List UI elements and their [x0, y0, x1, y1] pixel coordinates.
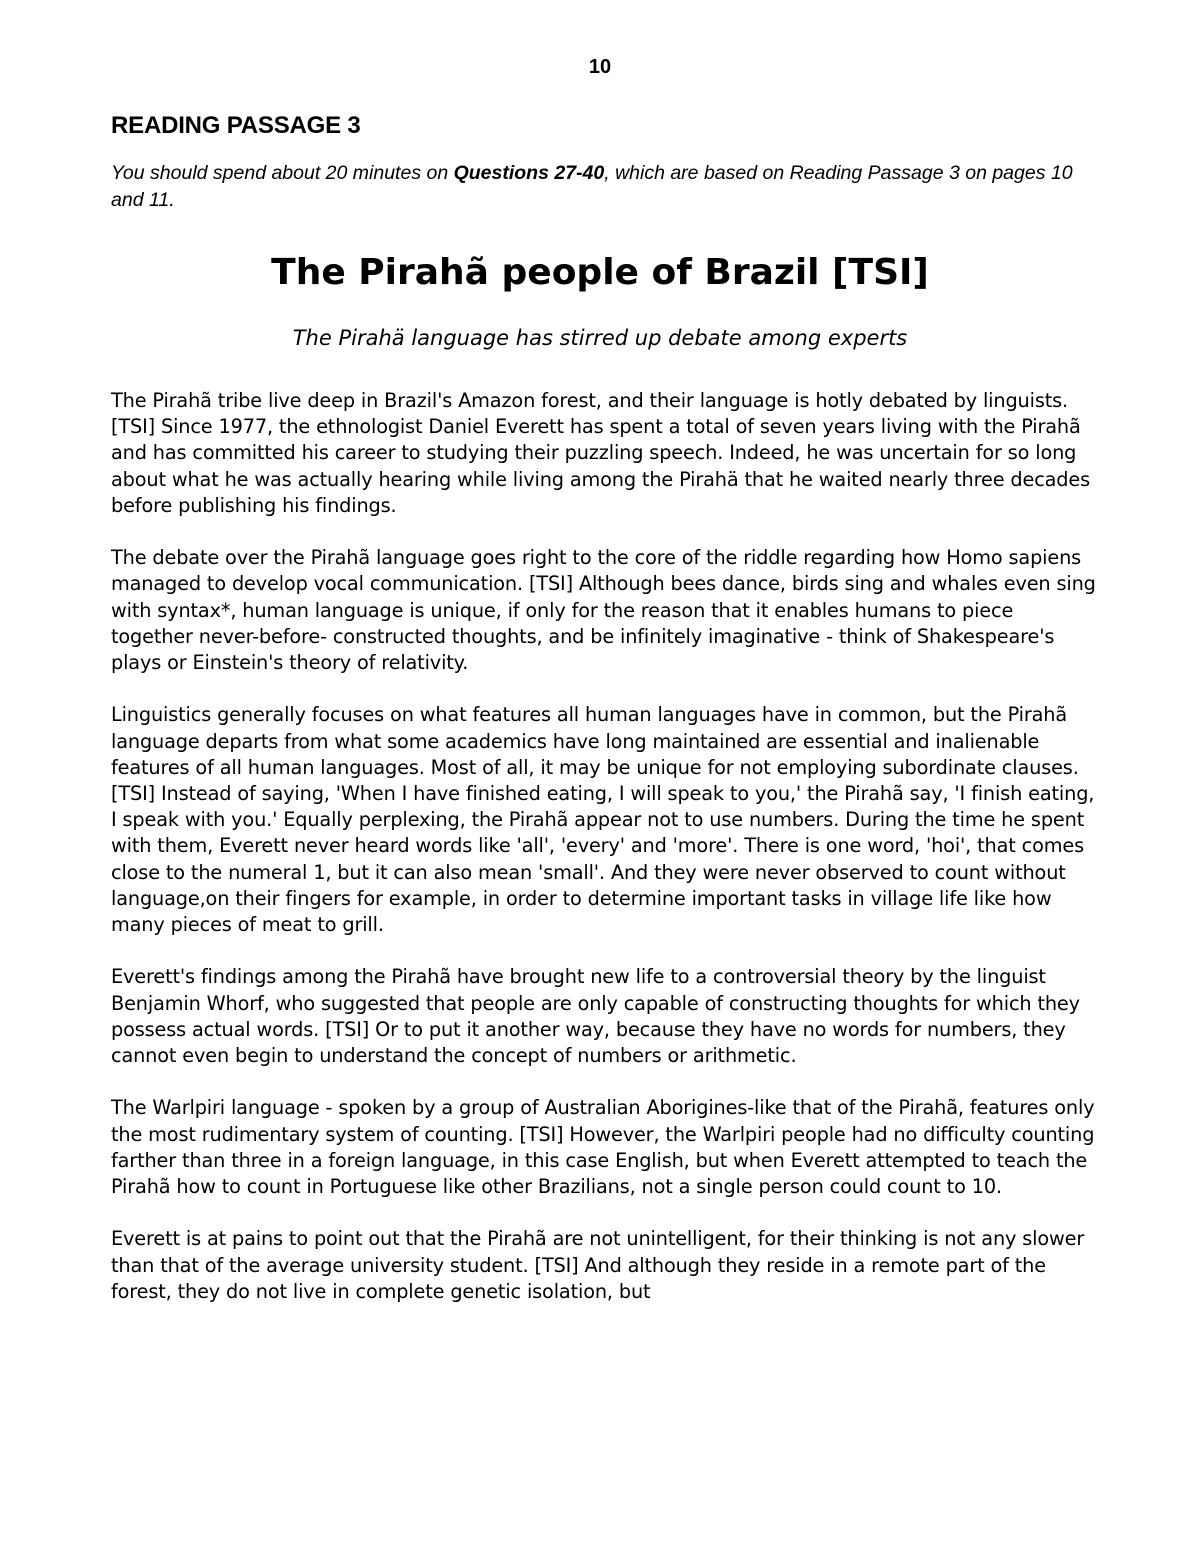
paragraph: Everett is at pains to point out that the Pirahã are not unintelligent, for their thinking is not any slower than that of the average university student. [TSI] And although they reside in a remote part of the forest, they do not live in complete genetic isolation, but [111, 1227, 1085, 1303]
instructions-questions: Questions 27-40 [453, 162, 605, 184]
page-number: 10 [588, 56, 612, 78]
instructions-before: You should spend about 20 minutes on [111, 162, 454, 184]
instructions [111, 160, 1091, 214]
article-title: The Pirahã people of Brazil [TSI] [271, 252, 929, 293]
article-subtitle: The Pirahä language has stirred up debate among experts [292, 326, 908, 350]
passage-heading: READING PASSAGE 3 [111, 112, 361, 139]
paragraph: The debate over the Pirahã language goes right to the core of the riddle regarding how Homo sapiens managed to develop vocal communication. [TSI] Although bees dance, birds sing and whales even sing with syntax*, human language is unique, if only for the reason that it enables humans to piece together never-before- constructed thoughts, and be infinitely imaginative - think of Shakespeare's plays or Einstein's theory of relativity. [111, 546, 1096, 675]
instructions-after: , which are based on Reading Passage 3 on pages 10 and 11. [111, 162, 1073, 211]
paragraph: The Pirahã tribe live deep in Brazil's Amazon forest, and their language is hotly debated by linguists. [TSI] Since 1977, the ethnologist Daniel Everett has spent a total of seven years living with the Pirahã and has committed his career to studying their puzzling speech. Indeed, he was uncertain for so long about what he was actually hearing while living among the Pirahä that he waited nearly three decades before publishing his findings. [111, 389, 1091, 517]
article-body [111, 388, 1096, 1331]
paragraph: Everett's findings among the Pirahã have brought new life to a controversial theory by the linguist Benjamin Whorf, who suggested that people are only capable of constructing thoughts for which they possess actual words. [TSI] Or to put it another way, because they have no words for numbers, they cannot even begin to understand the concept of numbers or arithmetic. [111, 965, 1080, 1068]
paragraph: The Warlpiri language - spoken by a group of Australian Aborigines-like that of the Pirahã, features only the most rudimentary system of counting. [TSI] However, the Warlpiri people had no difficulty counting farther than three in a foreign language, in this case English, but when Everett attempted to teach the Pirahã how to count in Portuguese like other Brazilians, not a single person could count to 10. [111, 1096, 1095, 1199]
paragraph: Linguistics generally focuses on what features all human languages have in common, but the Pirahã language departs from what some academics have long maintained are essential and inalienable features of all human languages. Most of all, it may be unique for not employing subordinate clauses. [TSI] Instead of saying, 'When I have finished eating, I will speak to you,' the Pirahã say, 'I finish eating, I speak with you.' Equally perplexing, the Pirahã appear not to use numbers. During the time he spent with them, Everett never heard words like 'all', 'every' and 'more'. There is one word, 'hoi', that comes close to the numeral 1, but it can also mean 'small'. And they were never observed to count without language,on their fingers for example, in order to determine important tasks in village life like how many pieces of meat to grill. [111, 703, 1095, 937]
